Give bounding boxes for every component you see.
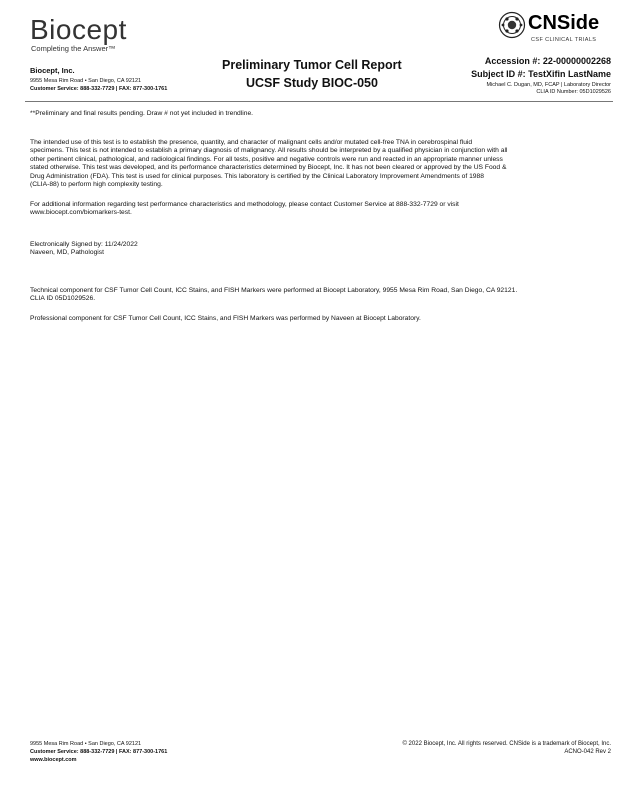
more-info-line: For additional information regarding test performance characteristics and methodology, please contact Customer Service at 888-332-7729 or visit	[30, 201, 459, 208]
study-title: UCSF Study BIOC-050	[246, 76, 378, 90]
intended-use-line: The intended use of this test is to establish the presence, quantity, and character of malignant cells and/or mutated cell-free TNA in cerebrospinal fluid	[30, 139, 473, 146]
technical-component-paragraph	[30, 287, 615, 304]
footer-customer-service: Customer Service: 888-332-7729 | FAX: 877-300-1761	[30, 749, 168, 755]
cnside-subtitle: CSF CLINICAL TRIALS	[531, 37, 597, 43]
intended-use-line: (CLIA-88) to perform high complexity testing.	[30, 181, 163, 189]
intended-use-line: specimens. This test is not intended to establish a primary diagnosis of malignancy. All results should be interpreted by a qualified physician in conjunction with all	[30, 147, 508, 155]
signature-block	[30, 241, 615, 258]
intended-use-line: Drug Administration (FDA). This test is used for clinical purposes. This laboratory is certified by the Clinical Laboratory Improvement Amendments of 1988	[30, 172, 484, 180]
professional-component-paragraph: Professional component for CSF Tumor Cell Count, ICC Stains, and FISH Markers was performed by Naveen at Biocept Laboratory.	[30, 315, 421, 322]
intended-use-paragraph	[30, 139, 615, 189]
company-address: 9955 Mesa Rim Road • San Diego, CA 92121	[30, 78, 142, 84]
footer-address: 9955 Mesa Rim Road • San Diego, CA 92121	[30, 741, 142, 747]
technical-line: Technical component for CSF Tumor Cell Count, ICC Stains, and FISH Markers were performed at Biocept Laboratory, 9955 Mesa Rim Road, San Diego, CA 92121.	[30, 287, 518, 294]
footer-revision: ACNO-042 Rev 2	[564, 749, 611, 755]
preliminary-note: **Preliminary and final results pending. Draw # not yet included in trendline.	[30, 110, 254, 117]
signed-date: Electronically Signed by: 11/24/2022	[30, 241, 138, 248]
footer-copyright: © 2022 Biocept, Inc. All rights reserved. CNSide is a trademark of Biocept, Inc.	[402, 741, 611, 747]
cnside-emblem-icon	[498, 10, 526, 40]
customer-service: Customer Service: 888-332-7729 | FAX: 877-300-1761	[30, 86, 168, 92]
report-title: Preliminary Tumor Cell Report	[222, 58, 402, 72]
cnside-logo	[498, 10, 613, 50]
more-info-paragraph	[30, 201, 615, 218]
logo-tagline: Completing the Answer™	[31, 44, 116, 53]
clia-number: CLIA ID Number: 05D1029526	[536, 89, 611, 95]
biocept-logo: Biocept	[30, 14, 127, 45]
intended-use-line: other pertinent clinical, pathological, and radiological findings. For all tests, positive and negative controls were run and reacted in an appropriate manner unless	[30, 155, 503, 163]
subject-id: Subject ID #: TestXifin LastName	[471, 69, 611, 79]
more-info-line: www.biocept.com/biomarkers-test.	[30, 209, 132, 217]
pathologist-name: Naveen, MD, Pathologist	[30, 249, 104, 257]
intended-use-line: stated otherwise. This test was developed, and its performance characteristics determined by Biocept, Inc. It has not been cleared or approved by the US Food &	[30, 164, 507, 172]
company-name: Biocept, Inc.	[30, 66, 75, 75]
footer-website: www.biocept.com	[30, 757, 77, 763]
accession-number: Accession #: 22-00000002268	[484, 56, 611, 66]
header-divider	[25, 101, 613, 102]
lab-director: Michael C. Dugan, MD, FCAP | Laboratory Director	[486, 82, 611, 88]
technical-line: CLIA ID 05D1029526.	[30, 295, 96, 303]
cnside-wordmark: CNSide	[528, 12, 600, 34]
